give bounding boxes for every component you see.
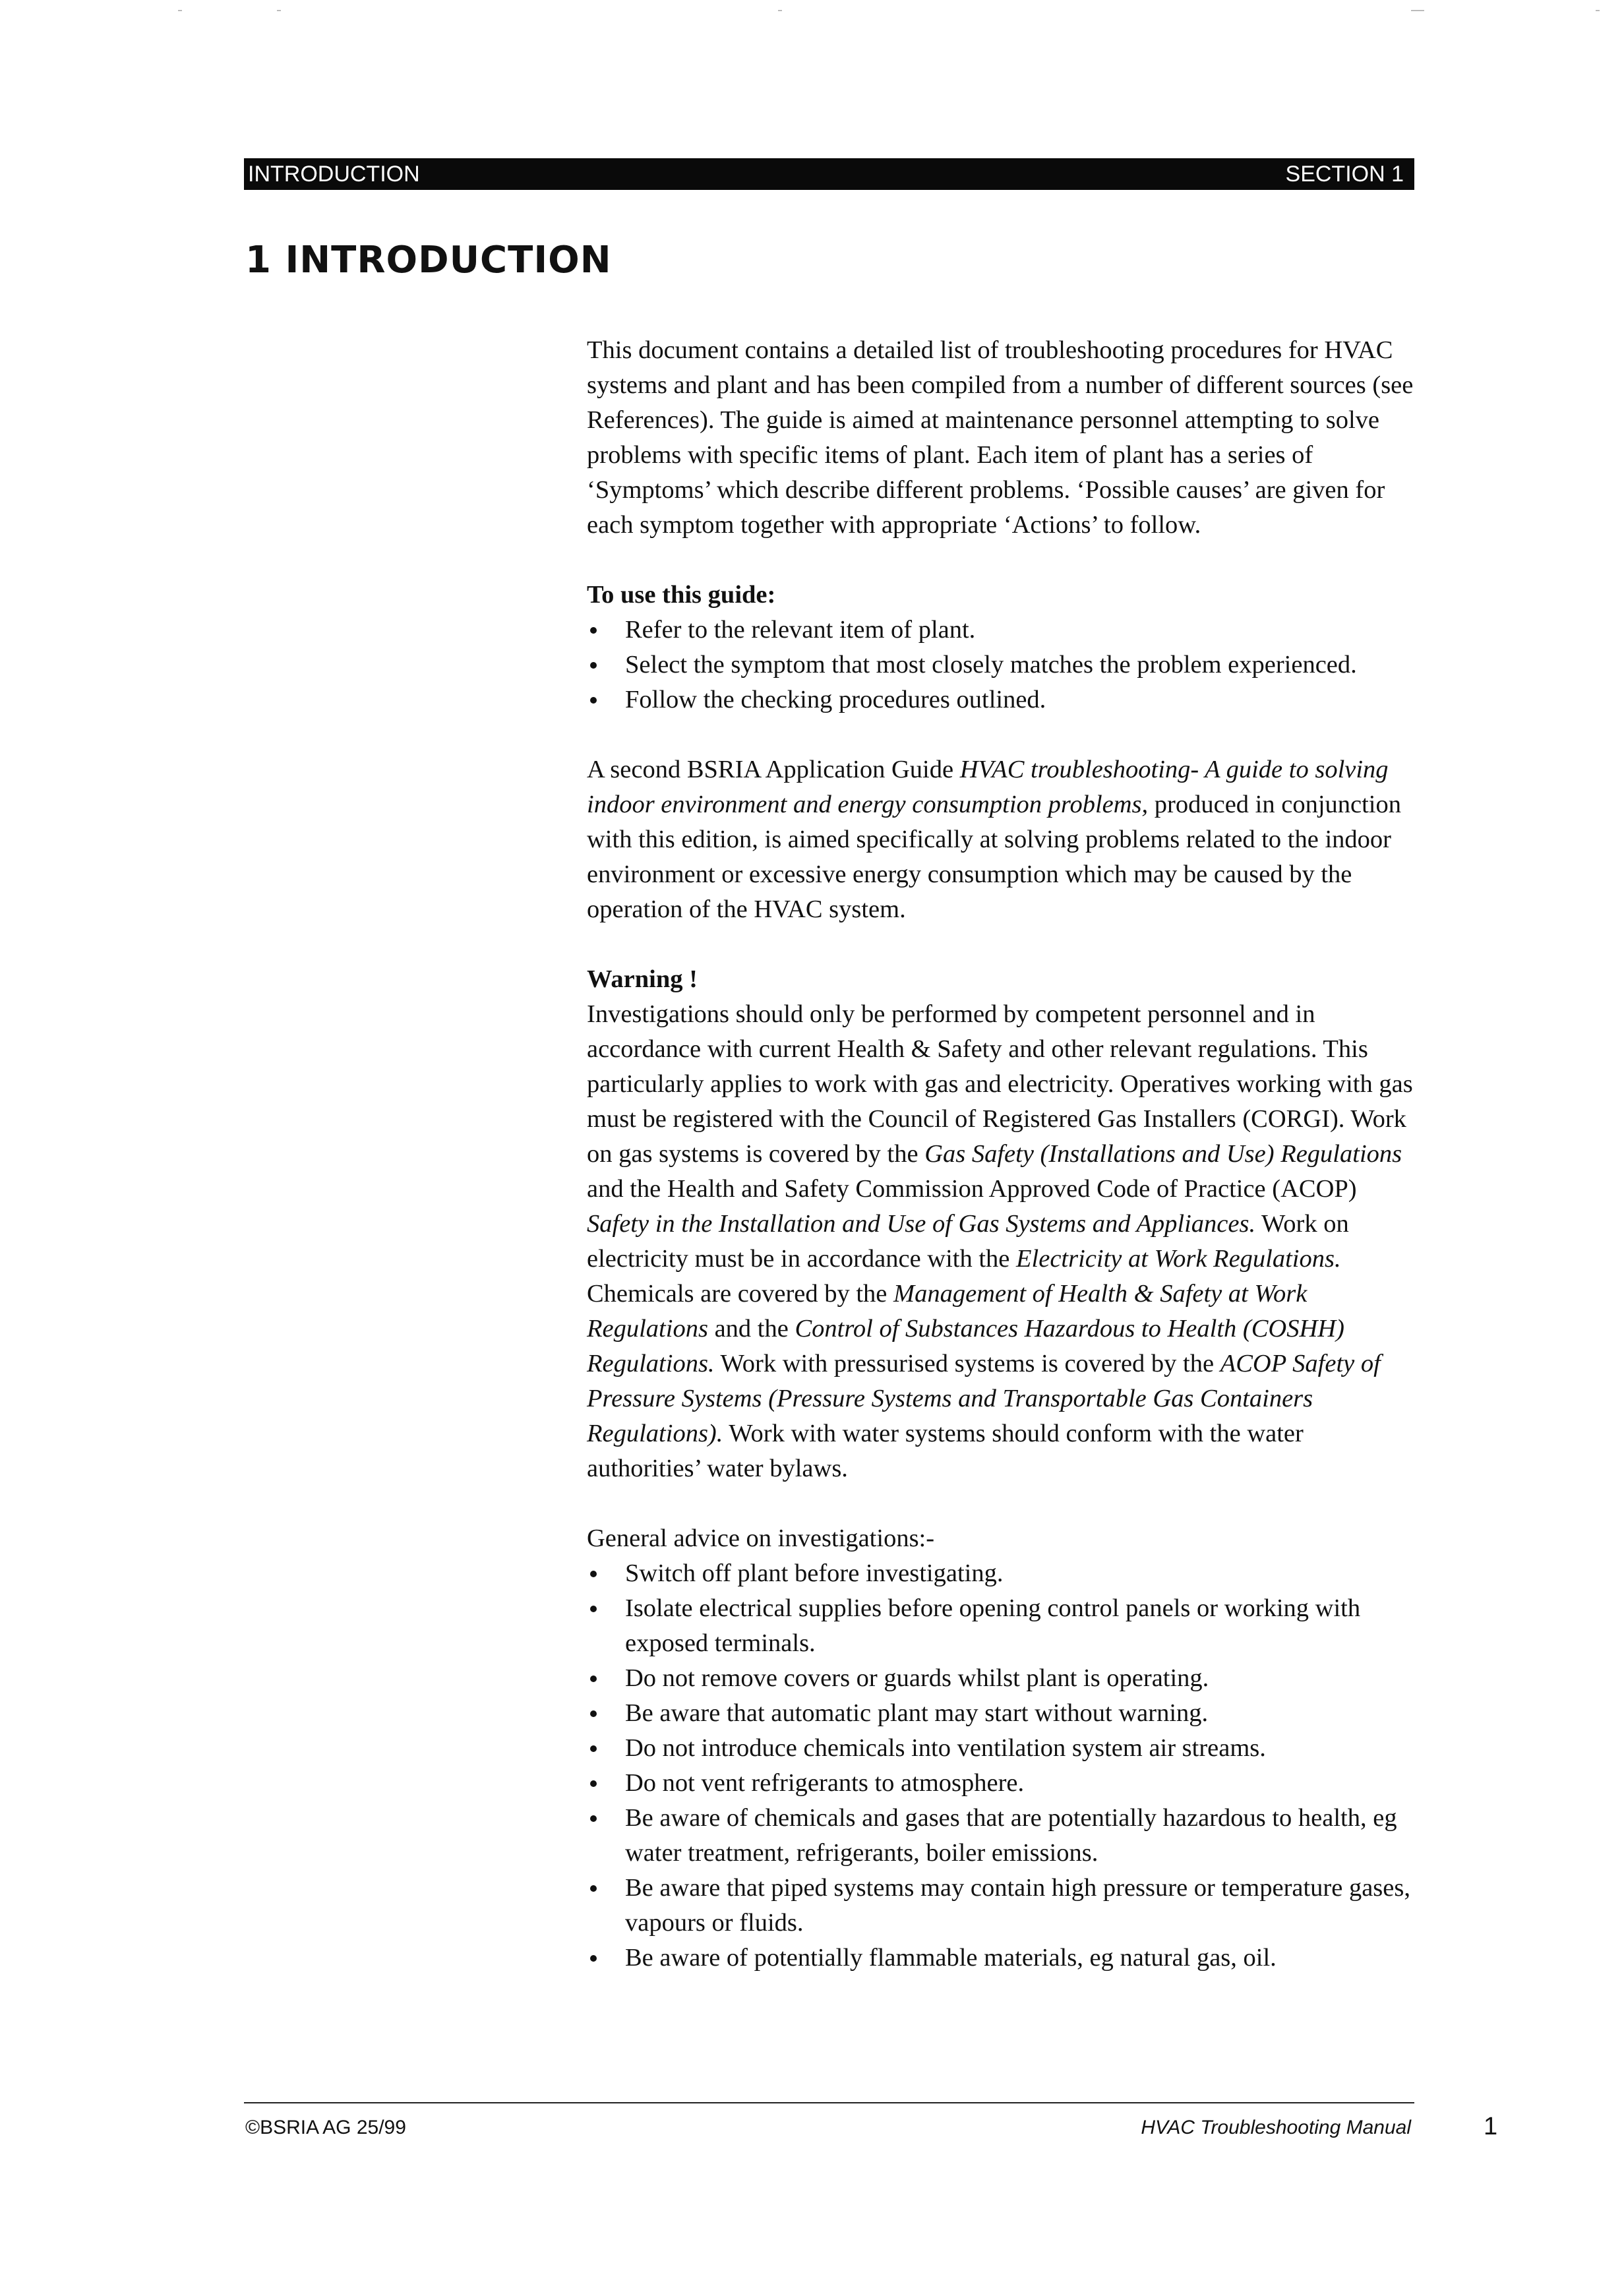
section-header-bar bbox=[244, 158, 1414, 190]
header-section-number: SECTION 1 bbox=[1285, 162, 1404, 187]
text-span: Work with water systems should conform with the water authorities’ water bylaws. bbox=[587, 1420, 1304, 1482]
list-item: Be aware that piped systems may contain high pressure or temperature gases, vapours or fluids. bbox=[587, 1871, 1418, 1941]
warning-paragraph bbox=[587, 997, 1418, 1486]
list-item: Do not vent refrigerants to atmosphere. bbox=[587, 1766, 1418, 1801]
text-span: Work with pressurised systems is covered by the bbox=[714, 1350, 1220, 1377]
footer-rule bbox=[244, 2102, 1414, 2103]
guide-title: HVAC troubleshooting- A guide to solving indoor environment and energy consumption problems, bbox=[587, 756, 1389, 818]
list-item: Do not introduce chemicals into ventilation system air streams. bbox=[587, 1731, 1418, 1766]
list-item: Be aware of potentially flammable materials, eg natural gas, oil. bbox=[587, 1941, 1418, 1976]
text-span: A second BSRIA Application Guide bbox=[587, 756, 960, 783]
regulation-title: Gas Safety (Installations and Use) Regulations bbox=[924, 1140, 1402, 1168]
list-item: Do not remove covers or guards whilst plant is operating. bbox=[587, 1661, 1418, 1696]
list-item: Switch off plant before investigating. bbox=[587, 1556, 1418, 1591]
regulation-title: Electricity at Work Regulations. bbox=[1016, 1245, 1341, 1273]
list-item: Refer to the relevant item of plant. bbox=[587, 613, 1418, 648]
list-item: Follow the checking procedures outlined. bbox=[587, 682, 1418, 717]
main-content bbox=[587, 333, 1418, 1976]
general-advice-list bbox=[587, 1556, 1418, 1976]
use-guide-heading: To use this guide: bbox=[587, 581, 776, 609]
list-item: Select the symptom that most closely matches the problem experienced. bbox=[587, 648, 1418, 682]
regulation-title: Safety in the Installation and Use of Gas Systems and Appliances. bbox=[587, 1210, 1256, 1238]
text-span: produced in conjunction with this edition, is aimed specifically at solving problems related to the indoor environment or excessive energy consumption which may be caused by the operation of the HVAC system. bbox=[587, 791, 1401, 923]
second-guide-paragraph bbox=[587, 752, 1418, 927]
intro-paragraph: This document contains a detailed list of troubleshooting procedures for HVAC systems and plant and has been compiled from a number of different sources (see References). The guide is aimed at maintenance personnel attempting to solve problems with specific items of plant. Each item of plant has a series of ‘Symptoms’ which describe different problems. ‘Possible causes’ are given for each symptom together with appropriate ‘Actions’ to follow. bbox=[587, 336, 1414, 539]
text-span: Chemicals are covered by the bbox=[587, 1280, 894, 1308]
use-guide-list bbox=[587, 613, 1418, 717]
page-title: 1 INTRODUCTION bbox=[245, 239, 612, 282]
text-span: Investigations should only be performed by competent personnel and in accordance with current Health & Safety and other relevant regulations. This particularly applies to work with gas and electricity. Operatives working with gas must be registered with the Council of Registered Gas Installers (CORGI). Work on gas systems is covered by the bbox=[587, 1000, 1413, 1168]
regulation-title: ACOP Safety of Pressure Systems (Pressure Systems and Transportable Gas Containers Regulations). bbox=[587, 1350, 1381, 1447]
text-span: and the bbox=[707, 1315, 795, 1343]
list-item: Be aware of chemicals and gases that are potentially hazardous to health, eg water treatment, refrigerants, boiler emissions. bbox=[587, 1801, 1418, 1871]
header-bar-edge bbox=[1409, 158, 1414, 190]
list-item: Isolate electrical supplies before opening control panels or working with exposed terminals. bbox=[587, 1591, 1418, 1661]
warning-heading: Warning ! bbox=[587, 965, 698, 993]
text-span: and the Health and Safety Commission Approved Code of Practice (ACOP) bbox=[587, 1175, 1357, 1203]
header-section-name: INTRODUCTION bbox=[248, 162, 420, 187]
regulation-title: Control of Substances Hazardous to Health (COSHH) Regulations. bbox=[587, 1315, 1344, 1377]
general-advice-heading: General advice on investigations:- bbox=[587, 1524, 935, 1552]
footer-copyright: ©BSRIA AG 25/99 bbox=[245, 2117, 406, 2138]
list-item: Be aware that automatic plant may start without warning. bbox=[587, 1696, 1418, 1731]
text-span: Work on electricity must be in accordance with the bbox=[587, 1210, 1349, 1273]
footer-document-title: HVAC Troubleshooting Manual bbox=[1141, 2117, 1411, 2138]
regulation-title: Management of Health & Safety at Work Regulations bbox=[587, 1280, 1308, 1343]
page-number: 1 bbox=[1484, 2113, 1498, 2140]
